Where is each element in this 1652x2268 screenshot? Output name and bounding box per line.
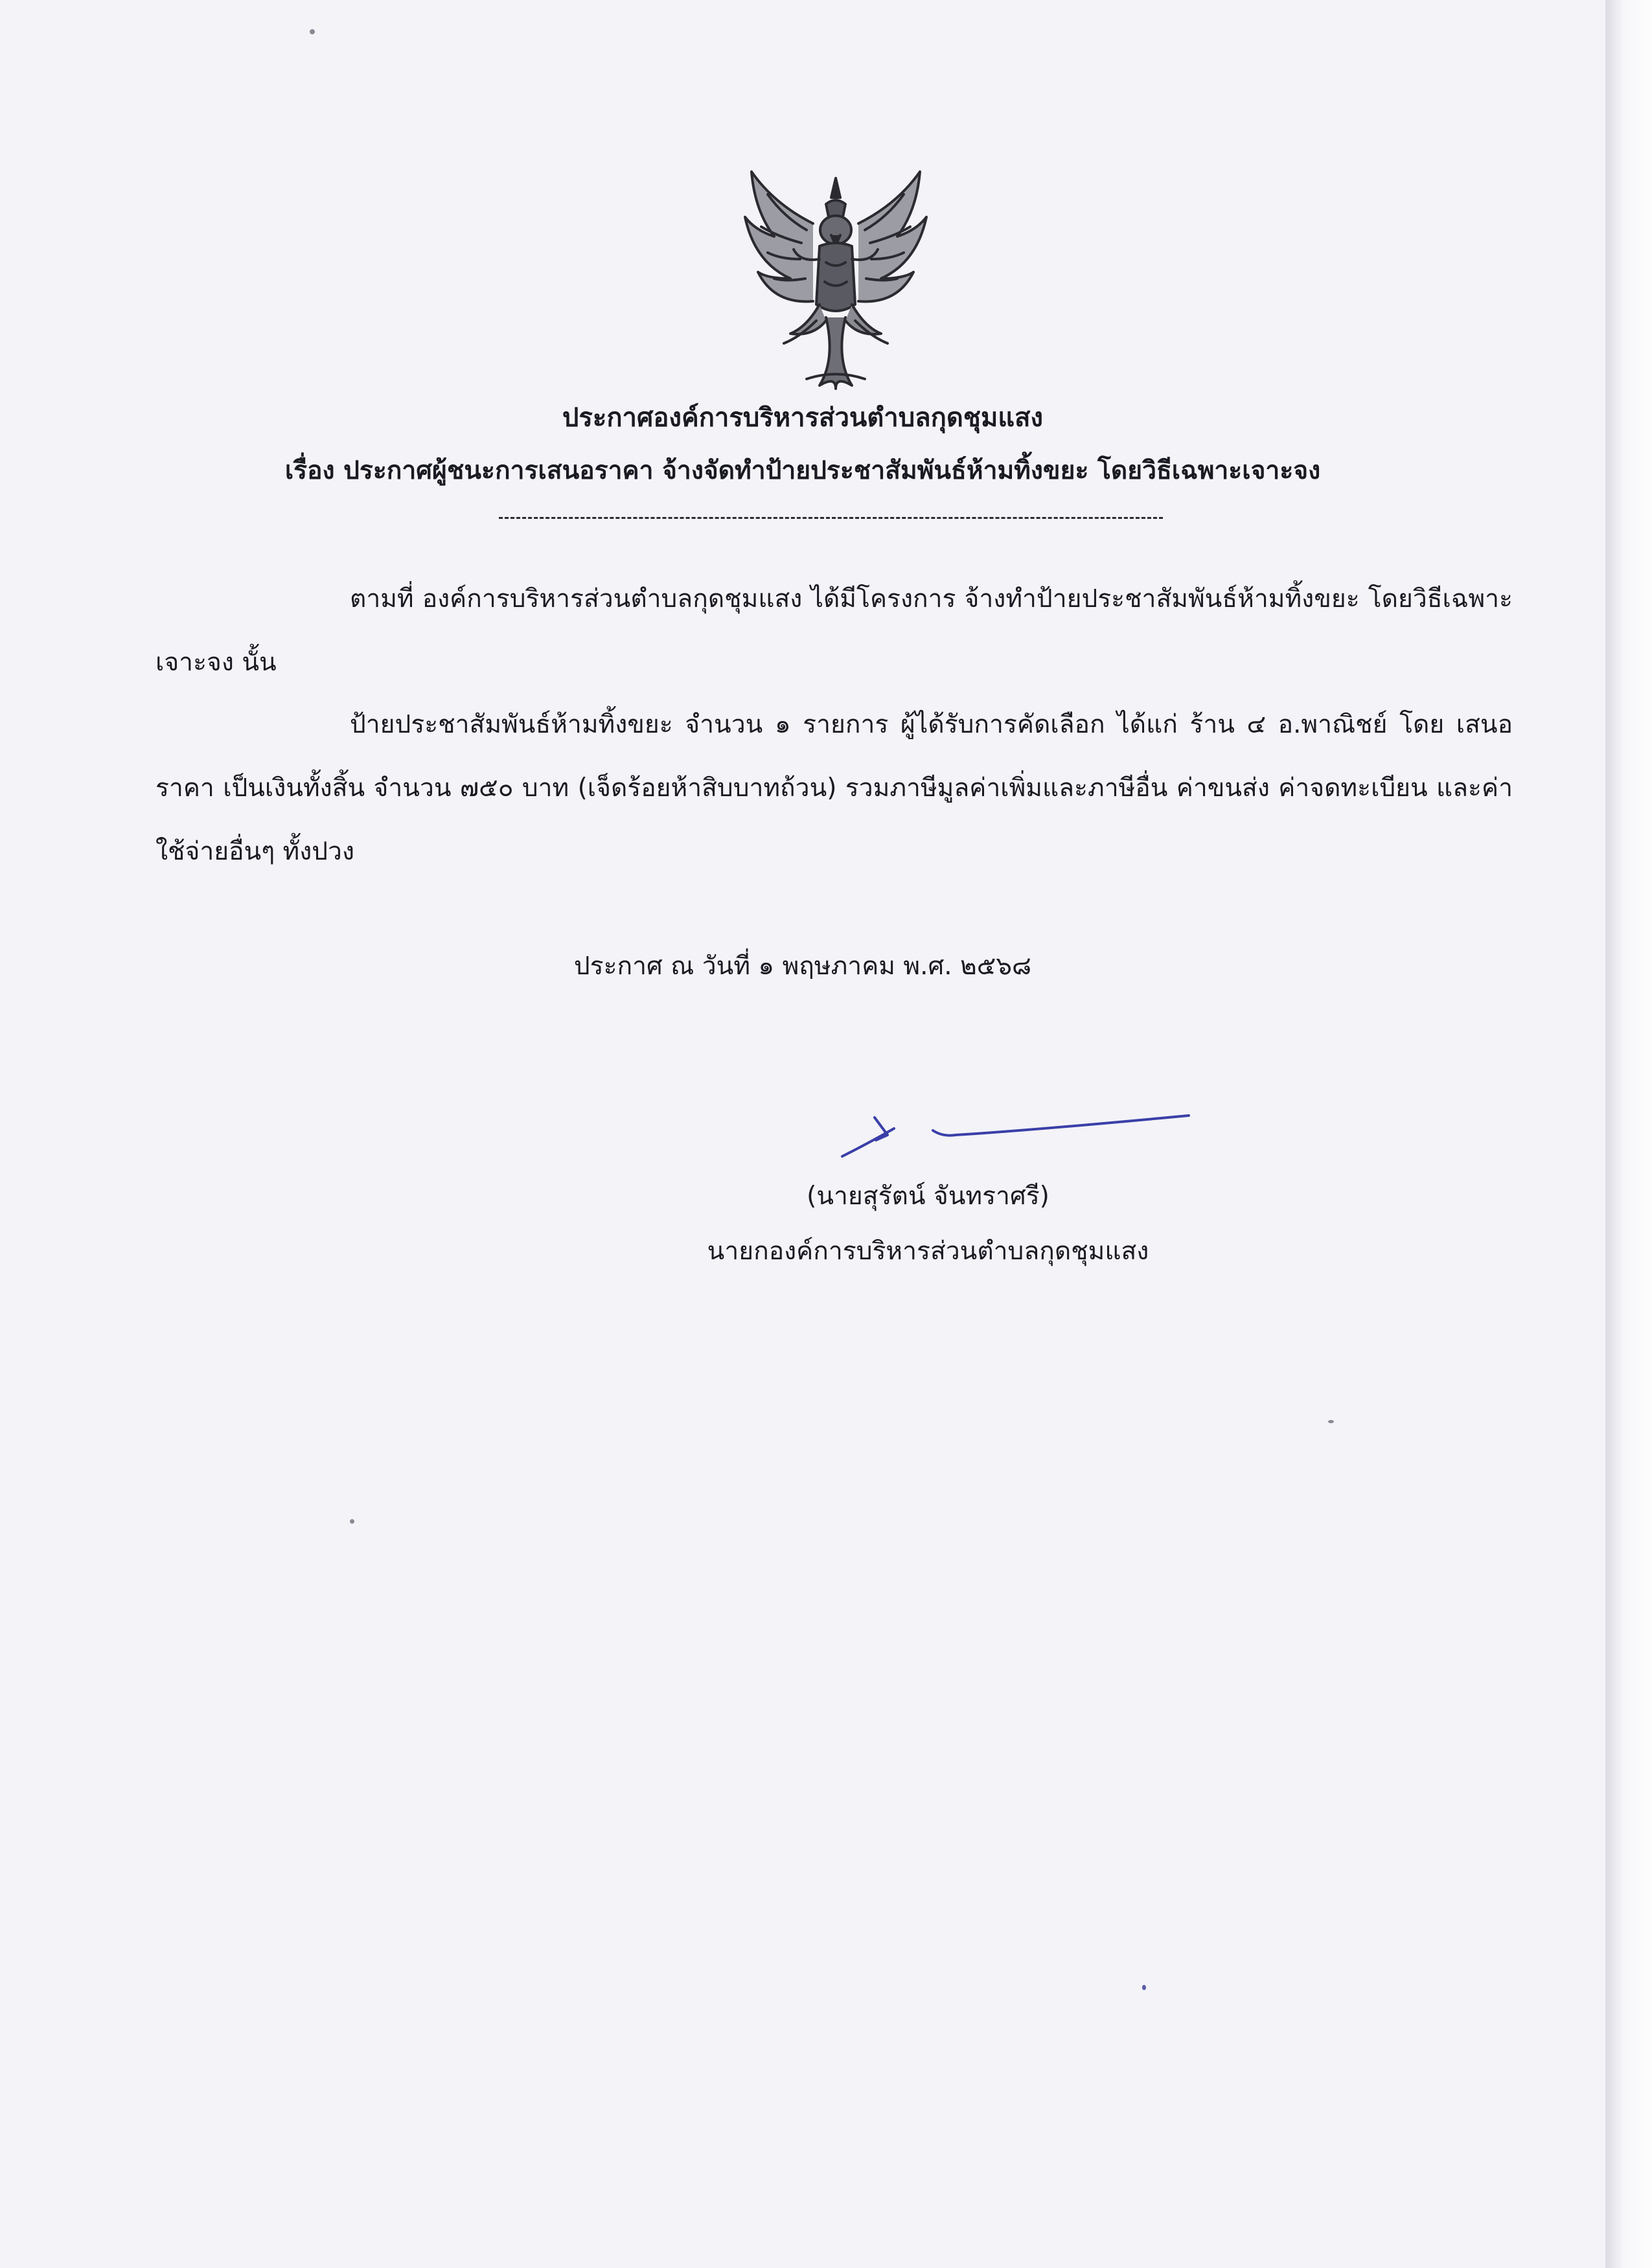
scan-speck	[1142, 1985, 1146, 1990]
divider	[499, 517, 1163, 519]
body-paragraph-1: ตามที่ องค์การบริหารส่วนตำบลกุดชุมแสง ได้มีโครงการ จ้างทำป้ายประชาสัมพันธ์ห้ามทิ้งขยะ โดยวิธีเฉพาะเจาะจง นั้น	[155, 584, 1513, 677]
announcement-subject: เรื่อง ประกาศผู้ชนะการเสนอราคา จ้างจัดทำป้ายประชาสัมพันธ์ห้ามทิ้งขยะ โดยวิธีเฉพาะเจาะจง	[284, 456, 1321, 485]
scan-speck	[1328, 1420, 1334, 1423]
announcement-date: ประกาศ ณ วันที่ ๑ พฤษภาคม พ.ศ. ๒๕๖๘	[573, 952, 1032, 981]
scan-speck	[310, 29, 315, 34]
body-paragraph-2: ป้ายประชาสัมพันธ์ห้ามทิ้งขยะ จำนวน ๑ รายการ ผู้ได้รับการคัดเลือก ได้แก่ ร้าน ๔ อ.พาณิชย์ โดย เสนอราคา เป็นเงินทั้งสิ้น จำนวน ๗๕๐ บาท (เจ็ดร้อยห้าสิบบาทถ้วน) รวมภาษีมูลค่าเพิ่มและภาษีอื่น ค่าขนส่ง ค่าจดทะเบียน และค่าใช้จ่ายอื่นๆ ทั้งปวง	[155, 710, 1513, 866]
signer-position: นายกองค์การบริหารส่วนตำบลกุดชุมแสง	[707, 1237, 1149, 1266]
scan-speck	[350, 1519, 354, 1524]
announcement-title: ประกาศองค์การบริหารส่วนตำบลกุดชุมแสง	[562, 403, 1044, 433]
garuda-emblem-icon	[729, 165, 943, 395]
page-edge	[1605, 0, 1652, 2268]
handwritten-signature	[836, 1101, 1205, 1173]
signer-name: (นายสุรัตน์ จันทราศรี)	[807, 1182, 1050, 1211]
